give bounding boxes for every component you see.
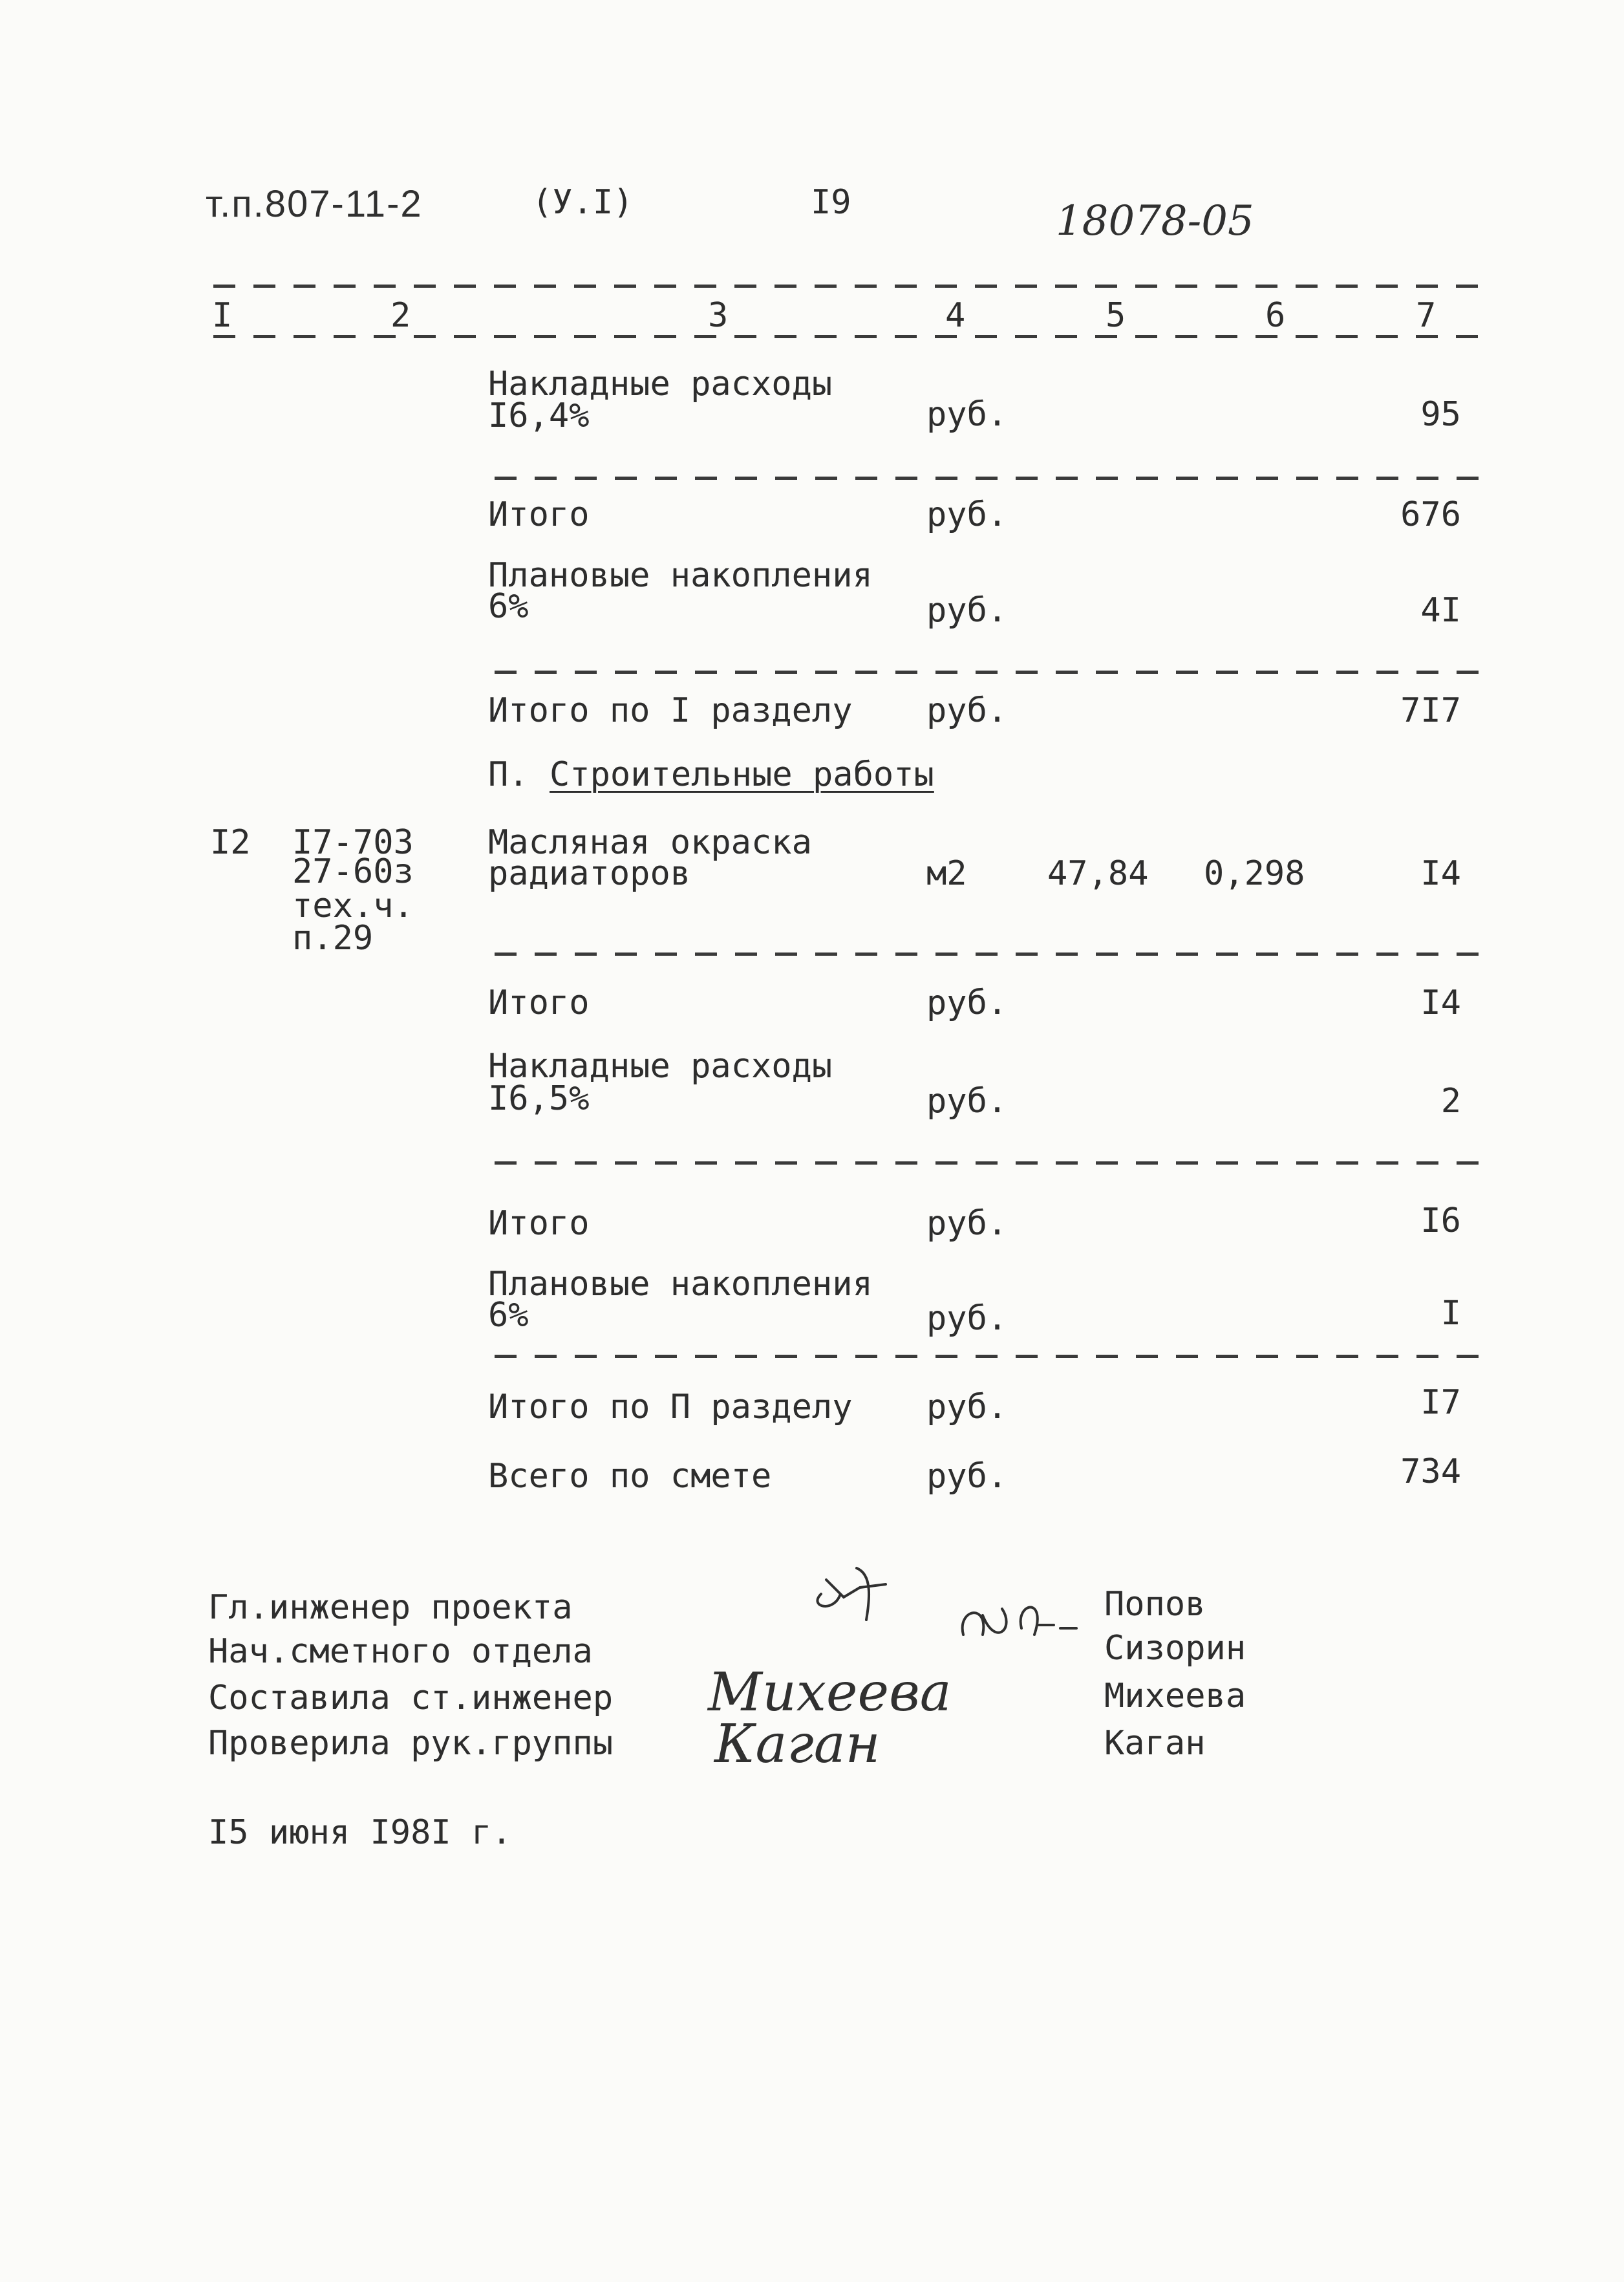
row-desc: Плановые накопления bbox=[488, 556, 873, 595]
signature-role: Проверила рук.группы bbox=[208, 1724, 614, 1763]
signature-name: Сизорин bbox=[1104, 1629, 1246, 1668]
volume-label: (У.I) bbox=[532, 183, 634, 222]
row-code: п.29 bbox=[292, 919, 374, 958]
row-amount: I6 bbox=[1420, 1201, 1461, 1240]
col-1: I bbox=[212, 296, 233, 335]
row-desc-rate: I6,5% bbox=[488, 1079, 590, 1118]
col-4: 4 bbox=[945, 296, 966, 335]
row-code: I7-703 bbox=[292, 823, 414, 862]
signature-popov bbox=[795, 1549, 918, 1626]
col-6: 6 bbox=[1265, 296, 1286, 335]
row-desc: Итого bbox=[488, 984, 590, 1022]
row-amount: I7 bbox=[1420, 1383, 1461, 1422]
row-price: 0,298 bbox=[1204, 854, 1305, 893]
header-divider-top bbox=[213, 285, 1490, 288]
page-number: I9 bbox=[811, 183, 851, 222]
signature-kagan: Каган bbox=[714, 1714, 881, 1775]
row-unit: руб. bbox=[926, 395, 1008, 434]
row-desc: Итого bbox=[488, 495, 590, 534]
signature-name: Михеева bbox=[1104, 1677, 1246, 1716]
signature-name: Попов bbox=[1104, 1585, 1206, 1624]
col-2: 2 bbox=[390, 296, 411, 335]
row-qty: 47,84 bbox=[1047, 854, 1149, 893]
signature-mikheeva: Михеева bbox=[708, 1662, 952, 1723]
row-amount: 676 bbox=[1400, 495, 1461, 534]
header-divider-bottom bbox=[213, 335, 1490, 338]
row-desc: Накладные расходы bbox=[488, 365, 833, 404]
row-unit: руб. bbox=[926, 591, 1008, 630]
row-unit: руб. bbox=[926, 1082, 1008, 1121]
row-desc: Итого bbox=[488, 1204, 590, 1243]
row-divider bbox=[495, 671, 1490, 674]
row-desc: Итого по П разделу bbox=[488, 1388, 853, 1426]
row-unit: руб. bbox=[926, 495, 1008, 534]
row-divider bbox=[495, 1355, 1490, 1358]
col-5: 5 bbox=[1106, 296, 1126, 335]
row-desc-rate: I6,4% bbox=[488, 396, 590, 435]
row-amount: I bbox=[1440, 1294, 1461, 1333]
signature-name: Каган bbox=[1104, 1724, 1206, 1763]
col-7: 7 bbox=[1416, 296, 1437, 335]
signature-role: Нач.сметного отдела bbox=[208, 1632, 593, 1671]
col-3: 3 bbox=[708, 296, 729, 335]
row-unit: руб. bbox=[926, 691, 1008, 730]
row-unit: руб. bbox=[926, 1388, 1008, 1426]
row-amount: 7I7 bbox=[1400, 691, 1461, 730]
archive-number: 18078-05 bbox=[1056, 197, 1254, 245]
signature-sizorin bbox=[950, 1589, 1080, 1661]
section-prefix: П. bbox=[488, 755, 529, 794]
row-amount: 4I bbox=[1420, 591, 1461, 630]
row-desc: радиаторов bbox=[488, 854, 691, 893]
row-amount: 734 bbox=[1400, 1452, 1461, 1491]
row-divider bbox=[495, 1161, 1490, 1165]
row-unit: руб. bbox=[926, 984, 1008, 1022]
row-code: тех.ч. bbox=[292, 887, 414, 925]
row-desc: Плановые накопления bbox=[488, 1265, 873, 1304]
row-desc: Всего по смете bbox=[488, 1457, 772, 1496]
row-amount: 2 bbox=[1440, 1082, 1461, 1121]
row-divider bbox=[495, 477, 1490, 480]
document-date: I5 июня I98I г. bbox=[208, 1813, 512, 1852]
row-amount: 95 bbox=[1420, 395, 1461, 434]
row-unit: м2 bbox=[926, 854, 967, 893]
row-amount: I4 bbox=[1420, 984, 1461, 1022]
signature-role: Составила ст.инженер bbox=[208, 1679, 614, 1717]
row-unit: руб. bbox=[926, 1299, 1008, 1338]
row-unit: руб. bbox=[926, 1204, 1008, 1243]
row-desc-rate: 6% bbox=[488, 1296, 529, 1335]
section-title: Строительные работы bbox=[550, 755, 934, 794]
signature-role: Гл.инженер проекта bbox=[208, 1588, 573, 1627]
row-desc-rate: 6% bbox=[488, 587, 529, 626]
row-desc: Масляная окраска bbox=[488, 823, 812, 862]
row-divider bbox=[495, 953, 1490, 956]
row-number: I2 bbox=[210, 823, 251, 862]
row-desc: Накладные расходы bbox=[488, 1047, 833, 1086]
row-unit: руб. bbox=[926, 1457, 1008, 1496]
row-desc: Итого по I разделу bbox=[488, 691, 853, 730]
row-code: 27-60з bbox=[292, 852, 414, 891]
tp-code: т.п.807-11-2 bbox=[206, 183, 423, 225]
row-amount: I4 bbox=[1420, 854, 1461, 893]
